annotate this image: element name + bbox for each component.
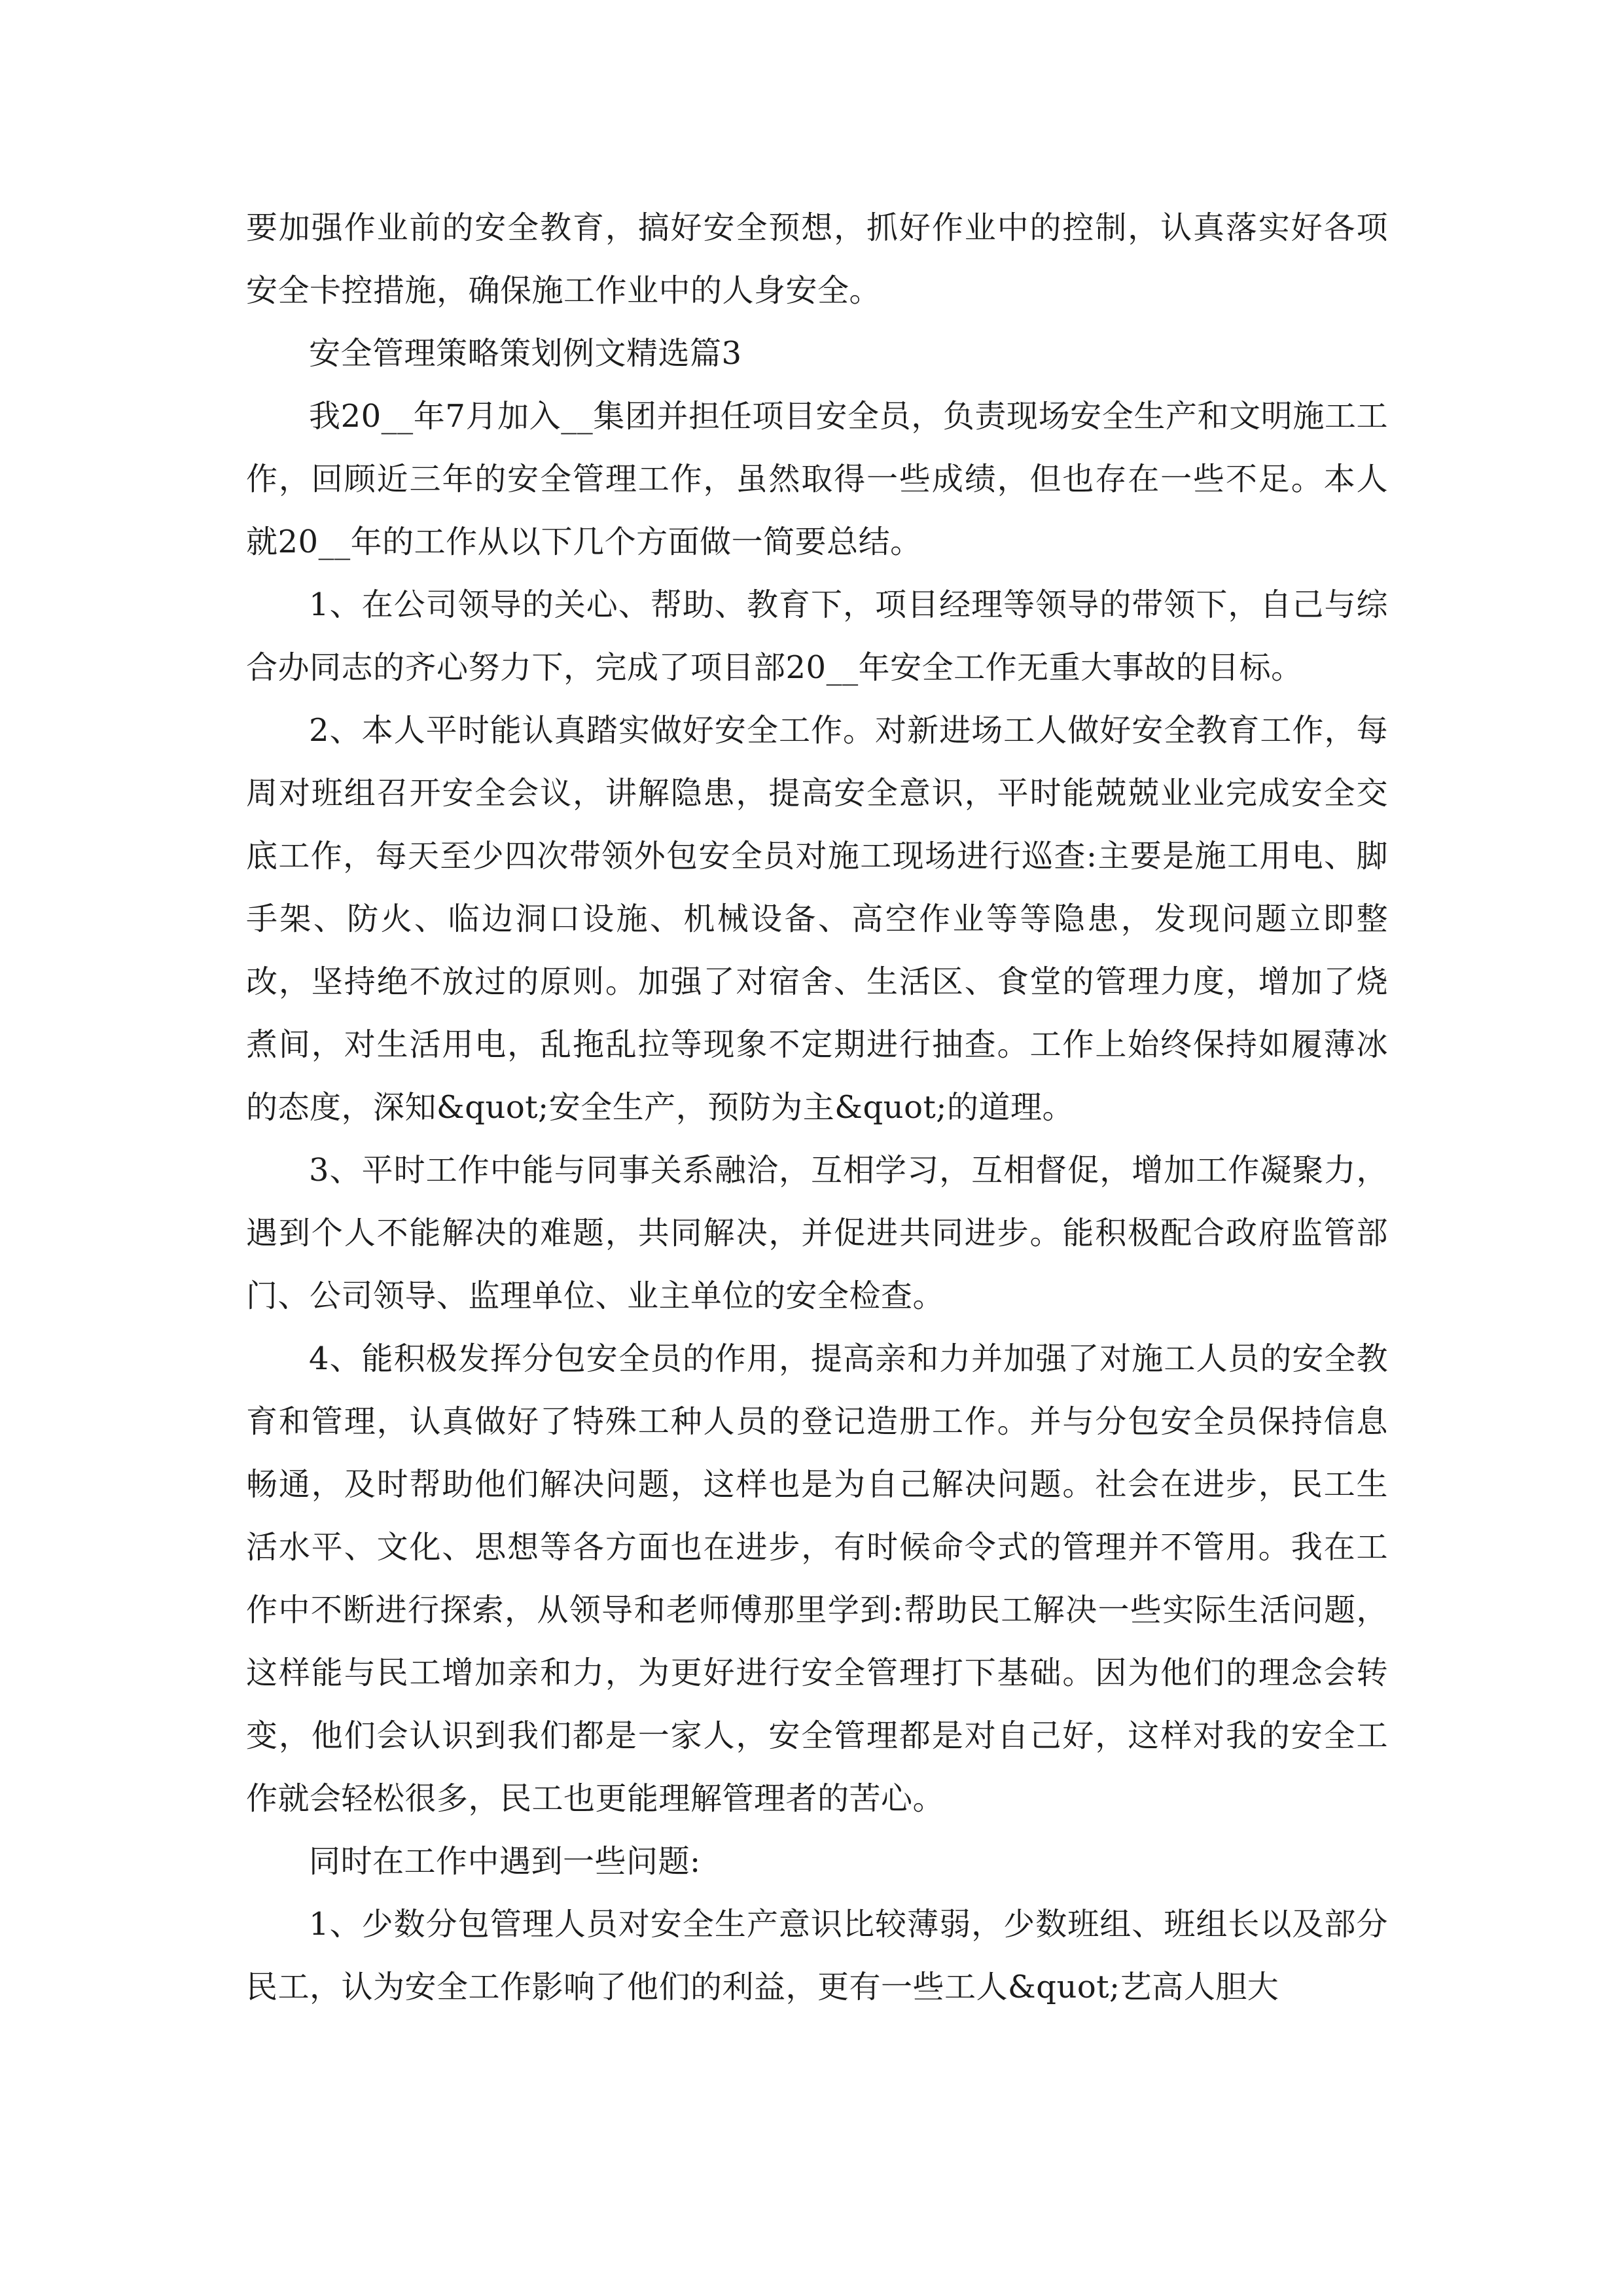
paragraph-continuation: 要加强作业前的安全教育，搞好安全预想，抓好作业中的控制，认真落实好各项安全卡控措施，确保施工作业中的人身安全。 [246, 209, 1388, 309]
paragraph-item-1: 1、在公司领导的关心、帮助、教育下，项目经理等领导的带领下，自己与综合办同志的齐心努力下，完成了项目部20__年安全工作无重大事故的目标。 [246, 586, 1388, 686]
paragraph-item-3: 3、平时工作中能与同事关系融洽，互相学习，互相督促，增加工作凝聚力，遇到个人不能解决的难题，共同解决，并促进共同进步。能积极配合政府监管部门、公司领导、监理单位、业主单位的安全检查。 [246, 1152, 1388, 1314]
paragraph-intro: 我20__年7月加入__集团并担任项目安全员，负责现场安全生产和文明施工工作，回顾近三年的安全管理工作，虽然取得一些成绩，但也存在一些不足。本人就20__年的工作从以下几个方面做一简要总结。 [246, 398, 1388, 560]
paragraph-item-4: 4、能积极发挥分包安全员的作用，提高亲和力并加强了对施工人员的安全教育和管理，认真做好了特殊工种人员的登记造册工作。并与分包安全员保持信息畅通，及时帮助他们解决问题，这样也是为自己解决问题。社会在进步，民工生活水平、文化、思想等各方面也在进步，有时候命令式的管理并不管用。我在工作中不断进行探索，从领导和老师傅那里学到:帮助民工解决一些实际生活问题，这样能与民工增加亲和力，为更好进行安全管理打下基础。因为他们的理念会转变，他们会认识到我们都是一家人，安全管理都是对自己好，这样对我的安全工作就会轻松很多，民工也更能理解管理者的苦心。 [246, 1340, 1388, 1817]
document-body [246, 196, 1388, 2018]
paragraph-item-2: 2、本人平时能认真踏实做好安全工作。对新进场工人做好安全教育工作，每周对班组召开安全会议，讲解隐患，提高安全意识，平时能兢兢业业完成安全交底工作，每天至少四次带领外包安全员对施工现场进行巡查:主要是施工用电、脚手架、防火、临边洞口设施、机械设备、高空作业等等隐患，发现问题立即整改，坚持绝不放过的原则。加强了对宿舍、生活区、食堂的管理力度，增加了烧煮间，对生活用电，乱拖乱拉等现象不定期进行抽查。工作上始终保持如履薄冰的态度，深知&quot;安全生产，预防为主&quot;的道理。 [246, 712, 1388, 1126]
section-heading: 安全管理策略策划例文精选篇3 [309, 335, 742, 372]
paragraph-problem-1: 1、少数分包管理人员对安全生产意识比较薄弱，少数班组、班组长以及部分民工，认为安全工作影响了他们的利益，更有一些工人&quot;艺高人胆大 [246, 1906, 1388, 2005]
paragraph-problems-intro: 同时在工作中遇到一些问题: [309, 1843, 701, 1880]
